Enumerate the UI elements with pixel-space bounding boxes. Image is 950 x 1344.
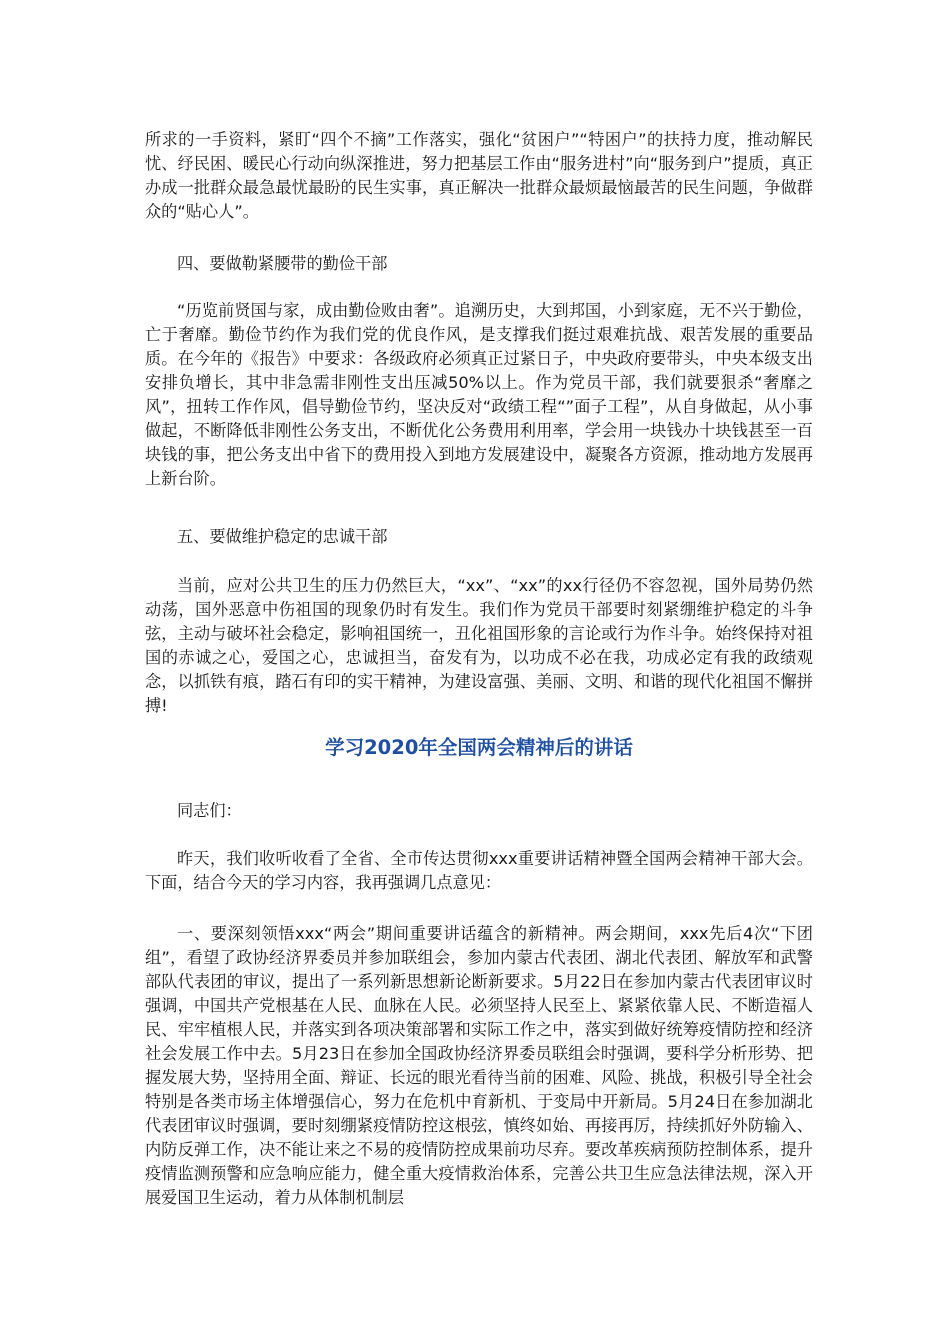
section-heading-four: 四、要做勒紧腰带的勤俭干部	[177, 254, 388, 273]
paragraph-intro: 昨天，我们收听收看了全省、全市传达贯彻xxx重要讲话精神暨全国两会精神干部大会。下面，结合今天的学习内容，我再强调几点意见：	[145, 849, 813, 892]
paragraph-stability: 当前，应对公共卫生的压力仍然巨大，“xx”、“xx”的xx行径仍不容忽视，国外局势仍然动荡，国外恶意中伤祖国的现象仍时有发生。我们作为党员干部要时刻紧绷维护稳定的斗争弦，主动与破坏社会稳定，影响祖国统一，丑化祖国形象的言论或行为作斗争。始终保持对祖国的赤诚之心，爱国之心，忠诚担当，奋发有为，以功成不必在我，功成必定有我的政绩观念，以抓铁有痕，踏石有印的实干精神，为建设富强、美丽、文明、和谐的现代化祖国不懈拼搏!	[145, 576, 813, 715]
paragraph-point-one: 一、要深刻领悟xxx“两会”期间重要讲话蕴含的新精神。两会期间，xxx先后4次“下团组”，看望了政协经济界委员并参加联组会，参加内蒙古代表团、湖北代表团、解放军和武警部队代表团的审议，提出了一系列新思想新论断新要求。5月22日在参加内蒙古代表团审议时强调，中国共产党根基在人民、血脉在人民。必须坚持人民至上、紧紧依靠人民、不断造福人民、牢牢植根人民，并落实到各项决策部署和实际工作之中，落实到做好统筹疫情防控和经济社会发展工作中去。5月23日在参加全国政协经济界委员联组会时强调，要科学分析形势、把握发展大势，坚持用全面、辩证、长远的眼光看待当前的困难、风险、挑战，积极引导全社会特别是各类市场主体增强信心，努力在危机中育新机、于变局中开新局。5月24日在参加湖北代表团审议时强调，要时刻绷紧疫情防控这根弦，慎终如始、再接再厉，持续抓好外防输入、内防反弹工作，决不能让来之不易的疫情防控成果前功尽弃。要改革疾病预防控制体系，提升疫情监测预警和应急响应能力，健全重大疫情救治体系，完善公共卫生应急法律法规，深入开展爱国卫生运动，着力从体制机制层	[145, 924, 813, 1207]
speech-title: 学习2020年全国两会精神后的讲话	[325, 736, 633, 759]
paragraph-continuation: 所求的一手资料，紧盯“四个不摘”工作落实，强化“贫困户”“特困户”的扶持力度，推动解民忧、纾民困、暖民心行动向纵深推进，努力把基层工作由“服务进村”向“服务到户”提质，真正办成一批群众最急最忧最盼的民生实事，真正解决一批群众最烦最恼最苦的民生问题，争做群众的“贴心人”。	[145, 130, 813, 221]
section-heading-five: 五、要做维护稳定的忠诚干部	[177, 527, 388, 546]
salutation: 同志们：	[177, 801, 242, 820]
paragraph-frugality: “历览前贤国与家，成由勤俭败由奢”。追溯历史，大到邦国，小到家庭，无不兴于勤俭，亡于奢靡。勤俭节约作为我们党的优良作风，是支撑我们挺过艰难抗战、艰苦发展的重要品质。在今年的《报告》中要求：各级政府必须真正过紧日子，中央政府要带头，中央本级支出安排负增长，其中非急需非刚性支出压减50%以上。作为党员干部，我们就要狠杀“奢靡之风”，扭转工作作风，倡导勤俭节约，坚决反对“政绩工程“”面子工程”，从自身做起，从小事做起，不断降低非刚性公务支出，不断优化公务费用利用率，学会用一块钱办十块钱甚至一百块钱的事，把公务支出中省下的费用投入到地方发展建设中，凝聚各方资源，推动地方发展再上新台阶。	[145, 301, 813, 488]
